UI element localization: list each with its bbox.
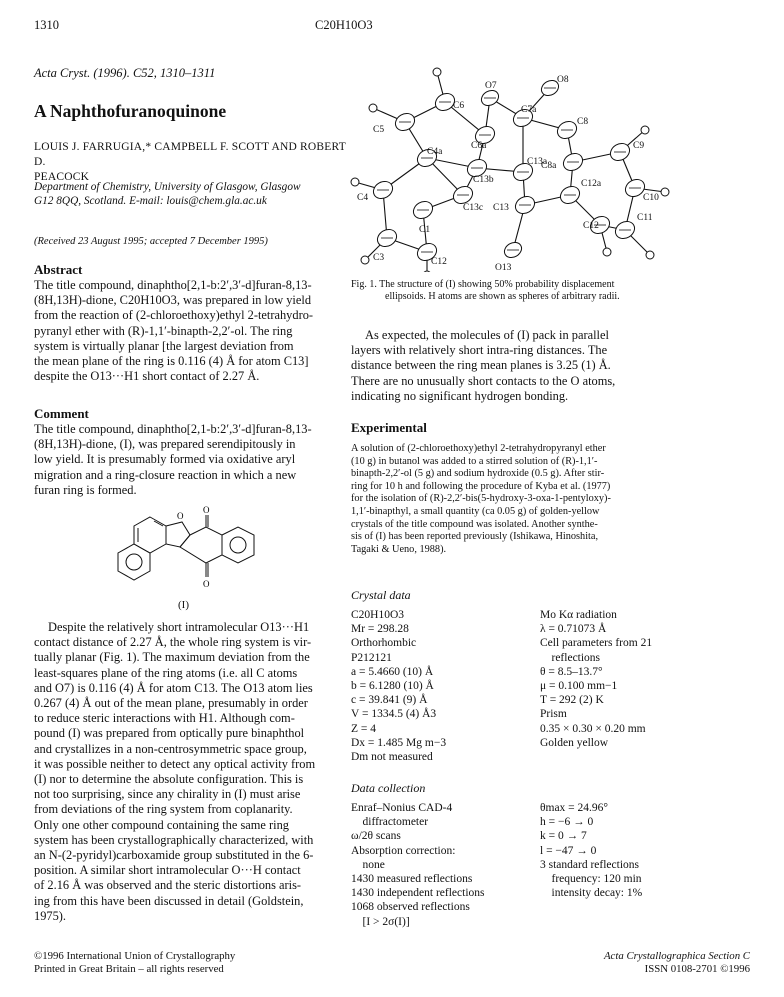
text-line: C20H10O3 [351,609,405,621]
text-line: Dm not measured [351,751,433,764]
text-line: There are no unusually short contacts to the O atoms, [351,373,616,388]
text-line: from deviations of the ring system from coplanarity. [34,802,293,817]
experimental-body [351,443,749,556]
ortep-figure [345,60,760,272]
running-formula: C20H10O3 [315,18,373,32]
text-line: an N-(2-pyridyl)carboxamide group substituted in the 6- [34,848,314,863]
experimental-lines [351,443,749,556]
text-line: Tagaki & Ueno, 1988). [351,543,447,555]
furan-ring [166,522,190,547]
data-collection-left [351,801,531,929]
text-line: Mr = 298.28 [351,623,409,636]
atom-label: C4a [427,147,443,157]
citation: Acta Cryst. (1996). C52, 1310–1311 [34,66,216,80]
text-line: crystals of the title compound was isolated. Another synthe- [351,518,598,530]
atom-label: O7 [485,81,497,91]
hydrogen-atom [433,68,441,76]
structure-oxygen-top: O [203,505,210,515]
hydrogen-atom [369,104,377,112]
text-line: (8H,13H)-dione, C20H10O3, was prepared in low yield [34,293,312,308]
text-line: pound (I) was prepared from optically pure binaphthol [34,726,305,741]
comment-section [34,406,351,498]
atom-label: C1 [419,225,431,235]
text-line: reflections [540,651,601,664]
text-line: 1430 independent reflections [351,887,485,900]
atom-label: C12 [583,221,599,231]
text-line: system has been crystallographically characterized, with [34,832,314,847]
figure-caption-line-1: Fig. 1. The structure of (I) showing 50% probability displacement [351,279,615,290]
structure-oxygen-furan: O [177,511,184,521]
text-line: 3 standard reflections [540,858,639,871]
text-line: As expected, the molecules of (I) pack in parallel [365,328,609,342]
experimental-section [351,420,749,436]
comment-heading: Comment [34,406,89,421]
atom-label: C9 [633,141,645,151]
ring-d [222,527,254,563]
article-title: A Naphthofuranoquinone [34,101,227,121]
atom-label: C7a [521,105,537,115]
page-number: 1310 [34,18,59,32]
hydrogen-atom [423,271,431,272]
journal-name: Acta Crystallographica Section C [603,950,750,962]
text-line: h = −6 → 0 [540,816,594,829]
hydrogen-atom [641,126,649,134]
atom-label: C8a [541,161,557,171]
atom-label: C5 [373,125,385,135]
text-line: and O7) is 0.116 (4) Å for atom C13. The O13 atom lies [34,680,313,695]
abstract-heading: Abstract [34,262,83,277]
atom-label: C3 [373,253,385,263]
packing-paragraph [351,328,749,404]
ring-b [118,544,150,580]
text-line: V = 1334.5 (4) Å3 [351,708,437,721]
figure-caption-line-2: ellipsoids. H atoms are shown as spheres of arbitrary radii. [385,291,620,303]
ring-d-aromatic [230,537,246,553]
text-line: Orthorhombic [351,637,417,650]
text-line: to reduce steric interactions with H1. Although com- [34,711,295,726]
text-line: (10 g) in butanol was added to a stirred solution of (R)-1,1′- [351,455,598,467]
affiliation-line-1: Department of Chemistry, University of Glasgow, Glasgow [34,181,301,193]
authors-line-1: LOUIS J. FARRUGIA,* CAMPBELL F. SCOTT AND ROBERT D. [34,141,346,168]
text-line: ing from this have been discussed in detail (Goldstein, [34,893,304,908]
text-line: A solution of (2-chloroethoxy)ethyl 2-tetrahydropyranyl ether [351,443,606,454]
authors-line-2: PEACOCK [34,171,90,183]
crystal-data-left [351,608,521,764]
text-line: 0.35 × 0.30 × 0.20 mm [540,722,646,735]
hydrogen-atom [361,256,369,264]
text-line: Z = 4 [351,722,377,735]
text-line: (8H,13H)-dione, (I), was prepared serendipitously in [34,437,296,452]
text-line: Mo Kα radiation [540,609,617,621]
text-line: none [351,858,385,871]
text-line: a = 5.4660 (10) Å [351,665,434,678]
structure-oxygen-bottom: O [203,579,210,589]
text-line: l = −47 → 0 [540,844,597,857]
atom-label: C12 [431,257,447,267]
text-line: furan ring is formed. [34,482,137,497]
text-line: tually planar (Fig. 1). The maximum deviation from the [34,650,310,665]
text-line: θmax = 24.96° [540,802,609,814]
figure-caption [351,279,761,304]
text-line: not too surprising, since any chirality in (I) must arise [34,787,301,802]
atom-label: C8 [577,117,589,127]
text-line: and crystallizes in a non-centrosymmetric space group, [34,741,307,756]
text-line: for the isolation of (R)-2,2′-bis(5-hydroxy-3-oxa-1-pentyloxy)- [351,493,611,505]
footer-left [34,950,235,976]
copyright-line: ©1996 International Union of Crystallography [34,950,236,962]
crystal-data-right [540,608,760,750]
received-dates: (Received 23 August 1995; accepted 7 December 1995) [34,236,268,247]
text-line: Absorption correction: [351,844,456,857]
text-line: diffractometer [351,816,429,829]
atom-label: O13 [495,263,512,272]
data-collection-right [540,801,760,900]
abstract-section [34,262,351,384]
text-line: contact distance of 2.27 Å, the whole ring system is vir- [34,635,312,650]
text-line: indicating no significant hydrogen bonding. [351,388,569,403]
packing-body [351,328,749,404]
text-line: 1975). [34,908,67,923]
text-line: despite the O13···H1 short contact of 2.27 Å. [34,369,260,384]
ring-b-aromatic [126,554,142,570]
text-line: ring for 10 h and following the procedure of Kyba et al. (1977) [351,480,611,492]
affiliation-line-2: G12 8QQ, Scotland. E-mail: louis@chem.gla.ac.uk [34,195,267,207]
text-line: system is virtually planar [the largest deviation from [34,338,294,353]
compound-label: (I) [178,599,189,611]
atom-label: C6a [471,141,487,151]
comment-para2 [34,620,351,924]
text-line: θ = 8.5–13.7° [540,665,603,678]
data-collection-heading: Data collection [351,781,426,795]
text-line: binapth-2,2′-ol (5 g) and sodium hydroxide (0.5 g). After stir- [351,468,605,480]
text-line: [I > 2σ(I)] [351,915,410,928]
text-line: 1068 observed reflections [351,901,470,914]
text-line: Cell parameters from 21 [540,637,653,650]
text-line: intensity decay: 1% [540,887,643,900]
comment-para2-body [34,620,351,924]
printed-line: Printed in Great Britain – all rights reserved [34,963,224,975]
text-line: 1430 measured reflections [351,873,473,886]
text-line: μ = 0.100 mm−1 [540,680,618,693]
text-line: c = 39.841 (9) Å [351,694,428,707]
text-line: frequency: 120 min [540,873,642,886]
text-line: b = 6.1280 (10) Å [351,680,434,693]
text-line: ω/2θ scans [351,830,401,843]
hydrogen-atom [661,188,669,196]
text-line: Prism [540,708,567,721]
text-line: migration and a ring-closure reaction in which a new [34,467,297,482]
hydrogen-atom [351,178,359,186]
atom-label: C13a [527,157,548,167]
experimental-heading: Experimental [351,420,427,435]
quinone-ring [180,527,222,563]
atom-label: C11 [637,213,653,223]
crystal-data-heading: Crystal data [351,588,411,602]
text-line: The title compound, dinaphtho[2,1-b:2′,3′-d]furan-8,13- [34,278,312,292]
authors [34,140,354,185]
text-line: pyranyl ether with (R)-1,1′-binapth-2,2′-ol. The ring [34,323,293,338]
atom-label: C13 [493,203,509,213]
text-line: it was possible neither to detect any optical activity from [34,756,316,771]
text-line: k = 0 → 7 [540,830,587,843]
text-line: position. A similar short intramolecular O···H contact [34,863,301,878]
text-line: Despite the relatively short intramolecular O13···H1 [48,620,310,634]
footer-right [560,950,750,976]
ring-a [134,517,166,553]
atom-label: C6 [453,101,465,111]
hydrogen-atom [646,251,654,259]
text-line: 0.267 (4) Å out of the mean plane, presumably in order [34,696,308,711]
comment-body [34,422,351,498]
text-line: P212121 [351,651,392,664]
text-line: Only one other compound containing the same ring [34,817,289,832]
atom-label: C12a [581,179,602,189]
atom-label: C4 [357,193,369,203]
atom-label: O8 [557,75,569,85]
text-line: low yield. It is presumably formed via oxidative aryl [34,452,296,467]
text-line: Dx = 1.485 Mg m−3 [351,736,447,749]
text-line: distance between the ring mean planes is 3.25 (1) Å. [351,358,611,373]
text-line: T = 292 (2) K [540,694,604,707]
affiliation [34,180,354,208]
text-line: layers with relatively short intra-ring distances. The [351,343,608,358]
atom-label: C10 [643,193,659,203]
atom-label: C13c [463,203,484,213]
text-line: of 2.16 Å was observed and the steric distortions aris- [34,878,302,893]
atom-label: C13b [473,175,494,185]
chemical-structure-diagram [110,505,260,600]
text-line: from the reaction of (2-chloroethoxy)ethyl 2-tetrahydro- [34,308,314,323]
text-line: 1,1′-binapthyl, a small quantity (ca 0.05 g) of golden-yellow [351,505,600,517]
text-line: (I) nor to determine the absolute configuration. This is [34,772,304,787]
abstract-body [34,278,351,384]
issn-line: ISSN 0108-2701 ©1996 [644,963,750,975]
text-line: Enraf–Nonius CAD-4 [351,802,453,814]
hydrogen-atom [603,248,611,256]
text-line: sis of (I) has been reported previously (Ishikawa, Hinoshita, [351,531,599,543]
text-line: λ = 0.71073 Å [540,623,607,636]
text-line: Golden yellow [540,736,609,749]
text-line: the mean plane of the ring is 0.116 (4) Å for atom C13] [34,354,309,369]
text-line: least-squares plane of the ring atoms (i.e. all C atoms [34,665,298,680]
text-line: The title compound, dinaphtho[2,1-b:2′,3′-d]furan-8,13- [34,422,312,436]
